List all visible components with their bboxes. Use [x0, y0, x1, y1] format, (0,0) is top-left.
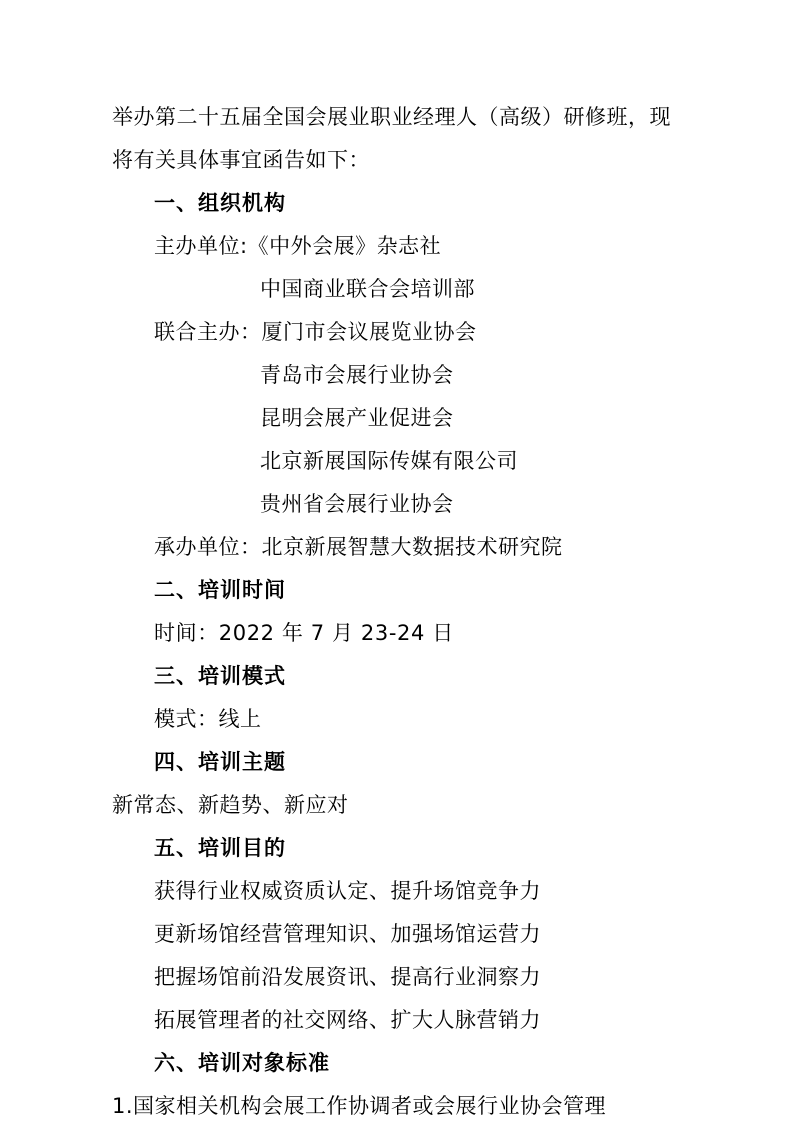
section-1-line-6: 北京新展国际传媒有限公司	[260, 449, 518, 473]
section-heading-6: 六、培训对象标准	[154, 1051, 330, 1075]
section-2-line-1: 时间：2022 年 7 月 23-24 日	[154, 621, 454, 645]
section-3-line-1: 模式：线上	[154, 707, 262, 731]
section-1-line-2: 中国商业联合会培训部	[260, 277, 475, 301]
section-heading-2: 二、培训时间	[154, 578, 286, 602]
section-5-line-4: 拓展管理者的社交网络、扩大人脉营销力	[154, 1008, 541, 1032]
intro-line-1: 举办第二十五届全国会展业职业经理人（高级）研修班，现	[112, 105, 671, 129]
section-1-line-4: 青岛市会展行业协会	[260, 363, 454, 387]
intro-line-2: 将有关具体事宜函告如下：	[112, 148, 370, 172]
section-heading-1: 一、组织机构	[154, 191, 286, 215]
section-1-line-7: 贵州省会展行业协会	[260, 492, 454, 516]
section-5-line-3: 把握场馆前沿发展资讯、提高行业洞察力	[154, 965, 541, 989]
section-5-line-1: 获得行业权威资质认定、提升场馆竞争力	[154, 879, 541, 903]
section-heading-4: 四、培训主题	[154, 750, 286, 774]
document-body	[112, 96, 684, 1128]
section-6-line-1: 1.国家相关机构会展工作协调者或会展行业协会管理	[112, 1094, 607, 1118]
section-1-line-3: 联合主办：厦门市会议展览业协会	[154, 320, 477, 344]
section-5-line-2: 更新场馆经营管理知识、加强场馆运营力	[154, 922, 541, 946]
section-4-line-1: 新常态、新趋势、新应对	[112, 793, 349, 817]
section-heading-3: 三、培训模式	[154, 664, 286, 688]
section-1-line-8: 承办单位：北京新展智慧大数据技术研究院	[154, 535, 563, 559]
section-1-line-5: 昆明会展产业促进会	[260, 406, 454, 430]
section-1-line-1: 主办单位:《中外会展》杂志社	[154, 234, 442, 258]
section-heading-5: 五、培训目的	[154, 836, 286, 860]
